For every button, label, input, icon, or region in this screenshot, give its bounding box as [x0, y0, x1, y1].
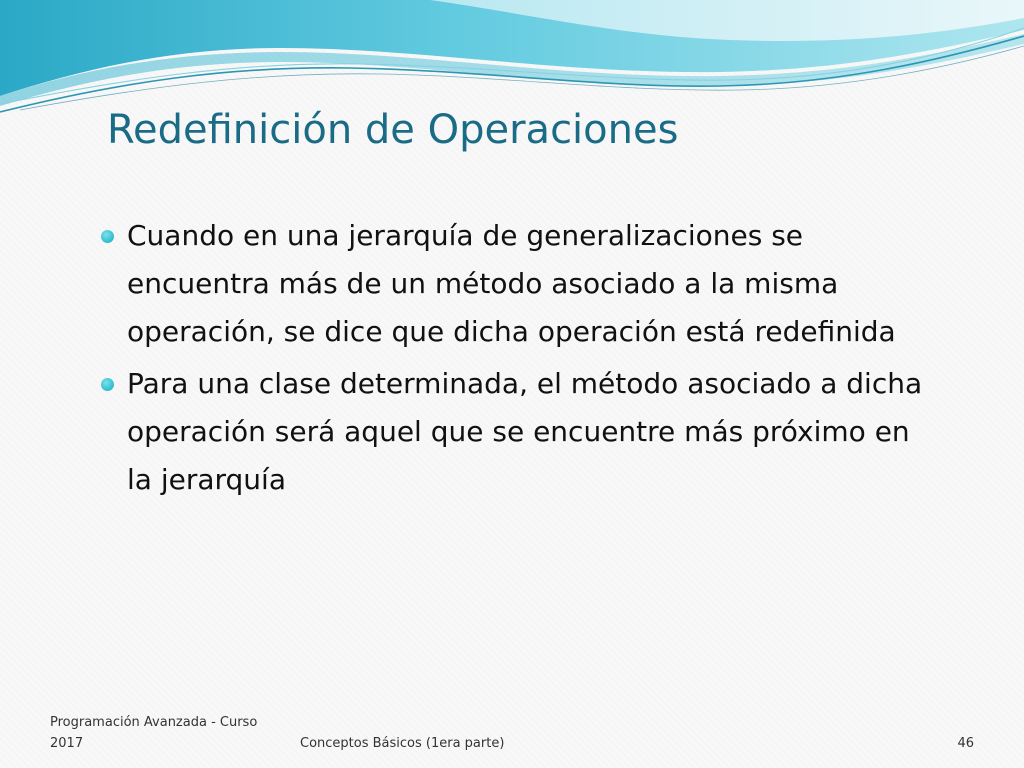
footer-course-line2: 2017: [50, 736, 84, 751]
footer-course: [50, 712, 290, 754]
bullet-text: Cuando en una jerarquía de generalizaciones se encuentra más de un método asociado a la misma operación, se dice que dicha operación está redefinida: [127, 219, 896, 348]
page-number: 46: [957, 736, 974, 751]
bullet-dot-icon: [101, 378, 114, 391]
footer-course-line1: Programación Avanzada - Curso: [50, 715, 258, 730]
bullet-list: [98, 212, 928, 508]
bullet-item: [98, 212, 928, 356]
footer-topic: Conceptos Básicos (1era parte): [300, 736, 505, 751]
bullet-text: Para una clase determinada, el método asociado a dicha operación será aquel que se encuentre más próximo en la jerarquía: [127, 367, 923, 496]
bullet-dot-icon: [101, 230, 114, 243]
slide-title: Redefinición de Operaciones: [107, 107, 679, 153]
bullet-item: [98, 360, 928, 504]
